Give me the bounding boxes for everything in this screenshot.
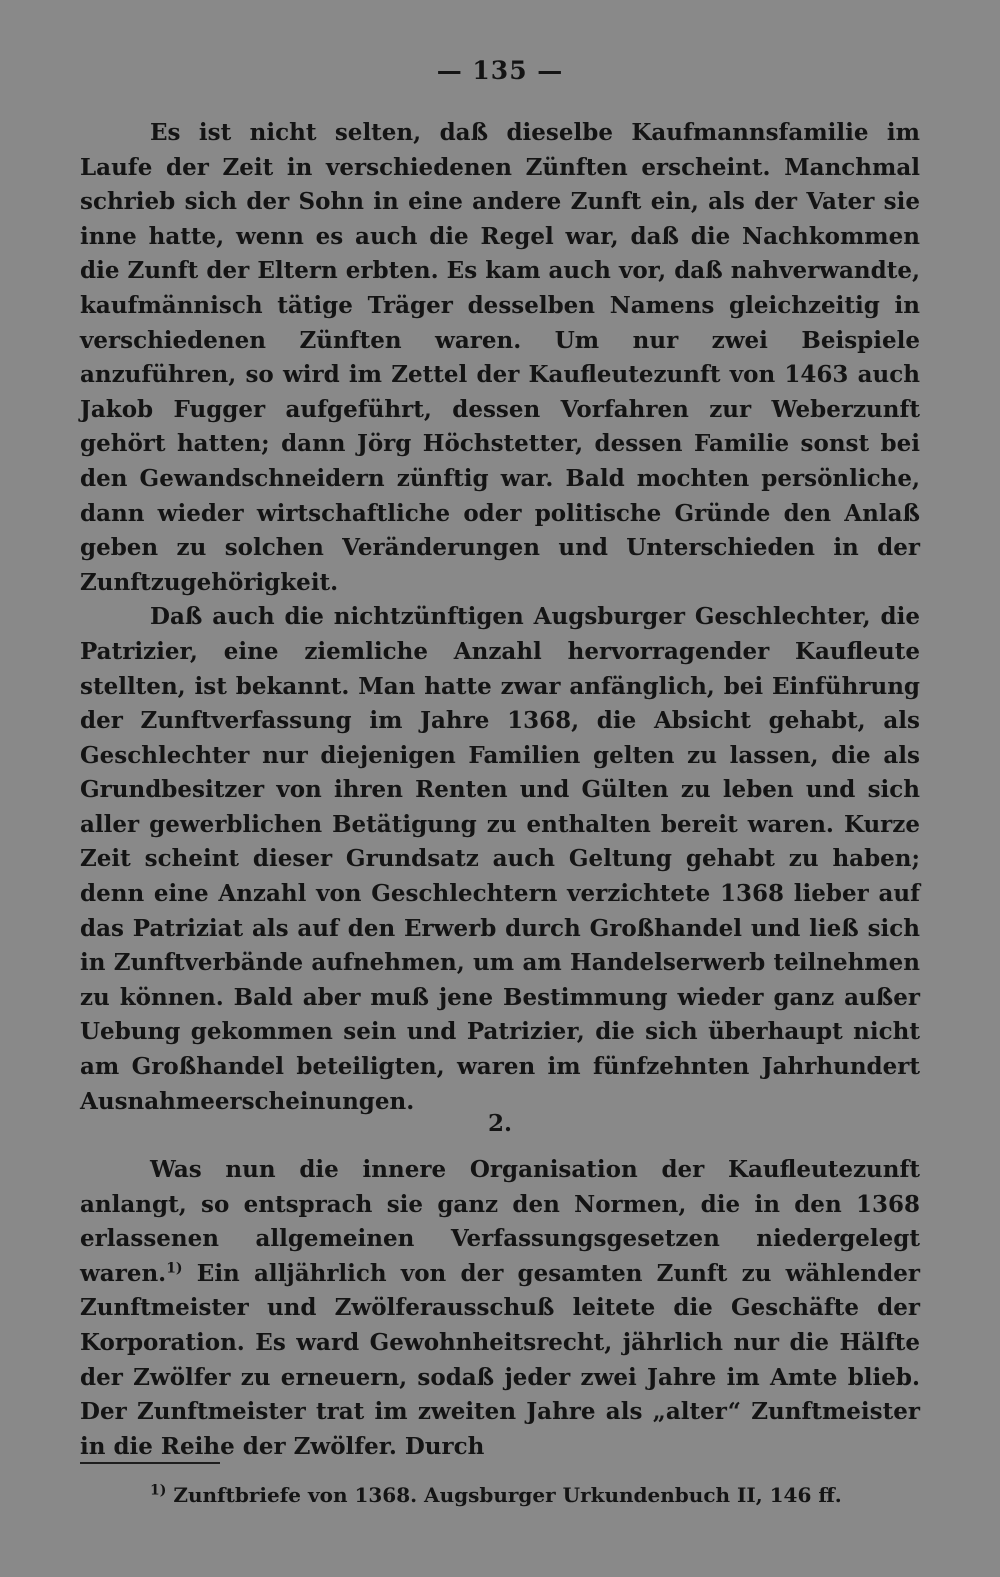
footnote-marker: 1) bbox=[150, 1482, 167, 1499]
paragraph-text: Ein alljährlich von der gesamten Zunft zu wählender Zunftmeister und Zwölferausschuß leitete die Geschäfte der Korporation. Es ward Gewohnheitsrecht, jährlich nur die Hälfte der Zwölfer zu erneuern, sodaß jeder zwei Jahre im Amte blieb. Der Zunftmeister trat im zweiten Jahre als „alter“ Zunftmeister in die Reihe der Zwölfer. Durch bbox=[80, 1259, 920, 1460]
paragraph: Daß auch die nichtzünftigen Augsburger Geschlechter, die Patrizier, eine ziemliche Anzahl hervorragender Kaufleute stellten, ist bekannt. Man hatte zwar anfänglich, bei Einführung der Zunftverfassung im Jahre 1368, die Absicht gehabt, als Geschlechter nur diejenigen Familien gelten zu lassen, die als Grundbesitzer von ihren Renten und Gülten zu leben und sich aller gewerblichen Betätigung zu enthalten bereit waren. Kurze Zeit scheint dieser Grundsatz auch Geltung gehabt zu haben; denn eine Anzahl von Geschlechtern verzichtete 1368 lieber auf das Patriziat als auf den Erwerb durch Großhandel und ließ sich in Zunftverbände aufnehmen, um am Handelserwerb teilnehmen zu können. Bald aber muß jene Bestimmung wieder ganz außer Uebung gekommen sein und Patrizier, die sich überhaupt nicht am Großhandel beteiligten, waren im fünfzehnten Jahrhundert Ausnahmeerscheinungen. bbox=[80, 603, 920, 1115]
section-1-text bbox=[80, 116, 920, 1119]
paragraph-text: Was nun die innere Organisation der Kaufleutezunft anlangt, so entsprach sie ganz den Normen, die in den 1368 erlassenen allgemeinen Verfassungsgesetzen niedergelegt waren. bbox=[80, 1156, 920, 1287]
book-page bbox=[80, 0, 920, 1577]
page-number: — 135 — bbox=[436, 56, 564, 85]
footnote-text: Zunftbriefe von 1368. Augsburger Urkundenbuch II, 146 ff. bbox=[166, 1483, 842, 1507]
footnote bbox=[150, 1482, 920, 1508]
section-heading: 2. bbox=[487, 1110, 512, 1137]
paragraph bbox=[80, 1153, 920, 1464]
footnote-reference: 1) bbox=[166, 1260, 183, 1277]
paragraph: Es ist nicht selten, daß dieselbe Kaufmannsfamilie im Laufe der Zeit in verschiedenen Zünften erscheint. Manchmal schrieb sich der Sohn in eine andere Zunft ein, als der Vater sie inne hatte, wenn es auch die Regel war, daß die Nachkommen die Zunft der Eltern erbten. Es kam auch vor, daß nahverwandte, kaufmännisch tätige Träger desselben Namens gleichzeitig in verschiedenen Zünften waren. Um nur zwei Beispiele anzuführen, so wird im Zettel der Kaufleutezunft von 1463 auch Jakob Fugger aufgeführt, dessen Vorfahren zur Weberzunft gehört hatten; dann Jörg Höchstetter, dessen Familie sonst bei den Gewandschneidern zünftig war. Bald mochten persönliche, dann wieder wirtschaftliche oder politische Gründe den Anlaß geben zu solchen Veränderungen und Unterschieden in der Zunftzugehörigkeit. bbox=[80, 119, 920, 596]
section-2-text bbox=[80, 1153, 920, 1464]
footnote-divider bbox=[80, 1462, 220, 1464]
